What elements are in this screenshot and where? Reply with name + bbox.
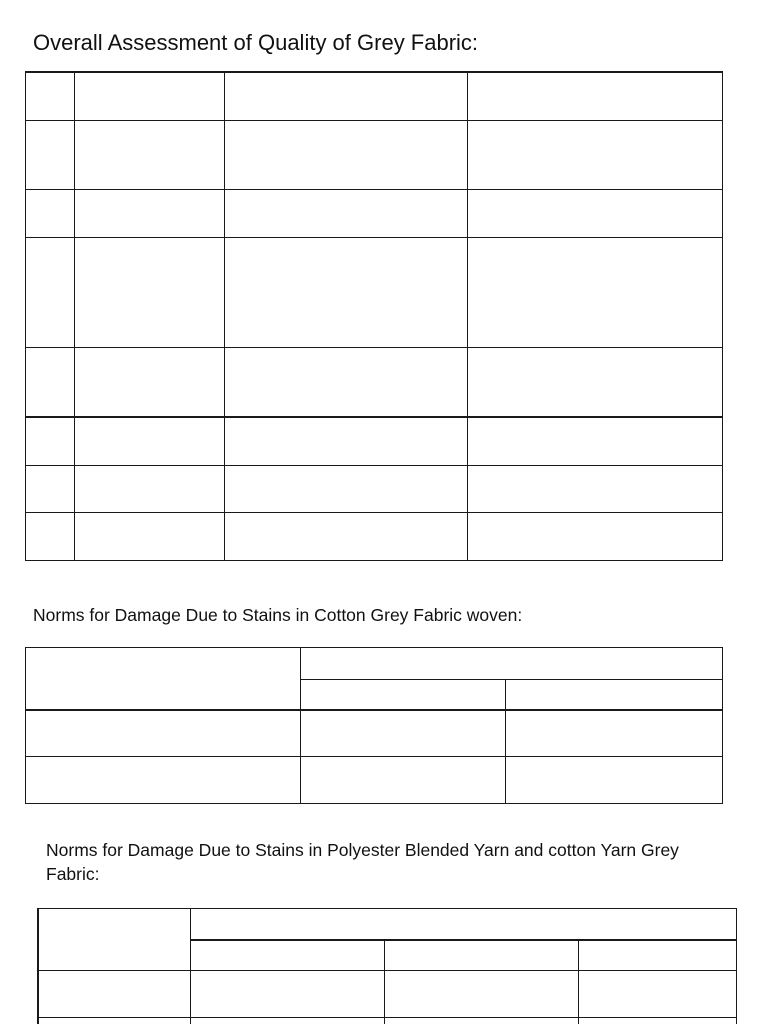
table-rule bbox=[25, 647, 723, 648]
table-rule bbox=[190, 939, 737, 941]
table-rule bbox=[224, 71, 225, 561]
table-rule bbox=[467, 71, 468, 561]
section-title-polyester-stains: Norms for Damage Due to Stains in Polyester Blended Yarn and cotton Yarn Grey Fabric: bbox=[46, 840, 679, 884]
table-rule bbox=[37, 970, 737, 971]
table-rule bbox=[300, 647, 301, 804]
table-rule bbox=[25, 647, 26, 804]
table-rule bbox=[722, 647, 723, 804]
table-rule bbox=[722, 71, 723, 561]
polyester-stains-table bbox=[37, 908, 737, 1024]
table-rule bbox=[25, 803, 723, 804]
table-rule bbox=[25, 237, 723, 238]
table-rule bbox=[37, 908, 39, 1024]
table-rule bbox=[25, 416, 723, 418]
table-rule bbox=[25, 347, 723, 348]
table-rule bbox=[190, 908, 191, 1024]
section-title-cotton-stains: Norms for Damage Due to Stains in Cotton Grey Fabric woven: bbox=[33, 605, 523, 625]
table-rule bbox=[25, 120, 723, 121]
cotton-stains-table bbox=[25, 647, 723, 804]
table-rule bbox=[25, 465, 723, 466]
table-rule bbox=[25, 512, 723, 513]
section-title-overall-assessment: Overall Assessment of Quality of Grey Fabric: bbox=[33, 30, 479, 55]
table-rule bbox=[37, 1017, 737, 1018]
table-rule bbox=[25, 189, 723, 190]
table-rule bbox=[74, 71, 75, 561]
table-rule bbox=[25, 560, 723, 561]
table-rule bbox=[37, 908, 737, 909]
table-rule bbox=[25, 71, 26, 561]
table-rule bbox=[300, 679, 723, 680]
table-rule bbox=[736, 908, 737, 1024]
overall-assessment-table bbox=[25, 71, 723, 561]
table-rule bbox=[578, 940, 579, 1024]
table-rule bbox=[25, 709, 723, 711]
table-rule bbox=[25, 71, 723, 73]
table-rule bbox=[384, 940, 385, 1024]
table-rule bbox=[25, 756, 723, 757]
table-rule bbox=[505, 679, 506, 804]
